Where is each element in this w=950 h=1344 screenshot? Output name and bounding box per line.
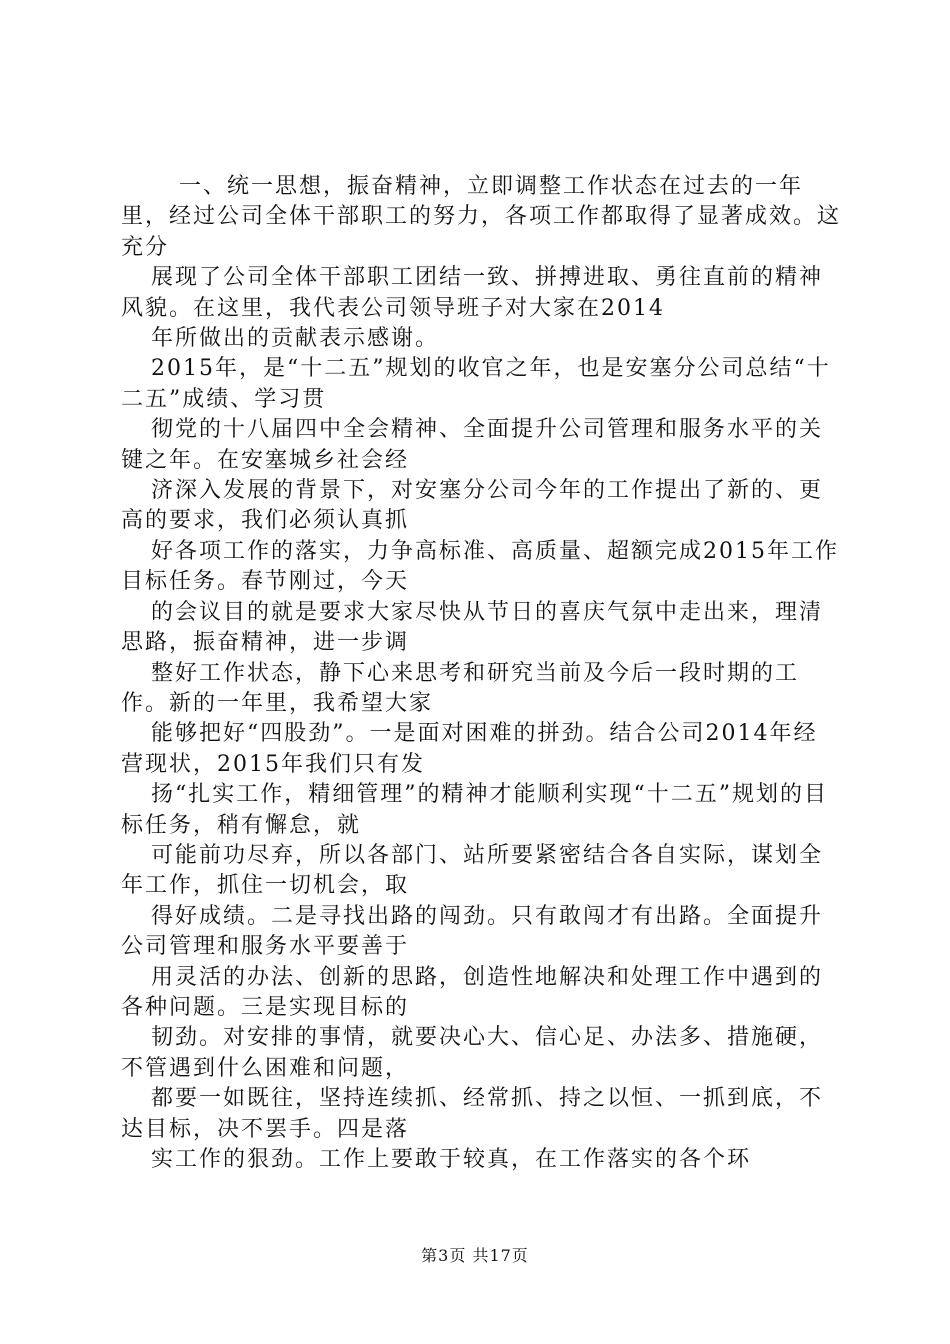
paragraph: 济深入发展的背景下，对安塞分公司今年的工作提出了新的、更高的要求，我们必须认真抓 <box>121 478 824 534</box>
paragraph: 一、统一思想，振奋精神，立即调整工作状态在过去的一年里，经过公司全体干部职工的努力，各项工作都取得了显著成效。这充分 <box>121 174 842 260</box>
paragraph: 彻党的十八届四中全会精神、全面提升公司管理和服务水平的关键之年。在安塞城乡社会经 <box>121 417 824 473</box>
paragraph: 得好成绩。二是寻找出路的闯劲。只有敢闯才有出路。全面提升公司管理和服务水平要善于 <box>121 903 824 960</box>
paragraph: 2015年，是“十二五”规划的收官之年，也是安塞分公司总结“十二五”成绩、学习贯 <box>121 356 831 412</box>
page-number-footer: 第3页 共17页 <box>421 1246 529 1265</box>
paragraph: 用灵活的办法、创新的思路，创造性地解决和处理工作中遇到的各种问题。三是实现目标的 <box>121 964 824 1020</box>
paragraph: 整好工作状态，静下心来思考和研究当前及今后一段时期的工作。新的一年里，我希望大家 <box>121 660 800 716</box>
paragraph: 年所做出的贡献表示感谢。 <box>151 326 440 352</box>
paragraph: 扬“扎实工作，精细管理”的精神才能顺利实现“十二五”规划的目标任务，稍有懈怠，就 <box>121 782 828 838</box>
paragraph: 展现了公司全体干部职工团结一致、拼搏进取、勇往直前的精神风貌。在这里，我代表公司领导班子对大家在2014 <box>121 265 824 321</box>
paragraph: 都要一如既往，坚持连续抓、经常抓、持之以恒、一抓到底，不达目标，决不罢手。四是落 <box>121 1086 824 1142</box>
paragraph: 好各项工作的落实，力争高标准、高质量、超额完成2015年工作目标任务。春节刚过，今天 <box>121 538 839 595</box>
paragraph: 的会议目的就是要求大家尽快从节日的喜庆气氛中走出来，理清思路，振奋精神，进一步调 <box>121 599 824 656</box>
document-body <box>121 172 841 1175</box>
paragraph: 实工作的狠劲。工作上要敢于较真，在工作落实的各个环 <box>151 1147 752 1172</box>
paragraph: 能够把好“四股劲”。一是面对困难的拼劲。结合公司2014年经营现状，2015年我们只有发 <box>121 721 818 777</box>
paragraph: 韧劲。对安排的事情，就要决心大、信心足、办法多、措施硬，不管遇到什么困难和问题， <box>121 1025 824 1081</box>
paragraph: 可能前功尽弃，所以各部门、站所要紧密结合各自实际，谋划全年工作，抓住一切机会，取 <box>121 842 824 899</box>
